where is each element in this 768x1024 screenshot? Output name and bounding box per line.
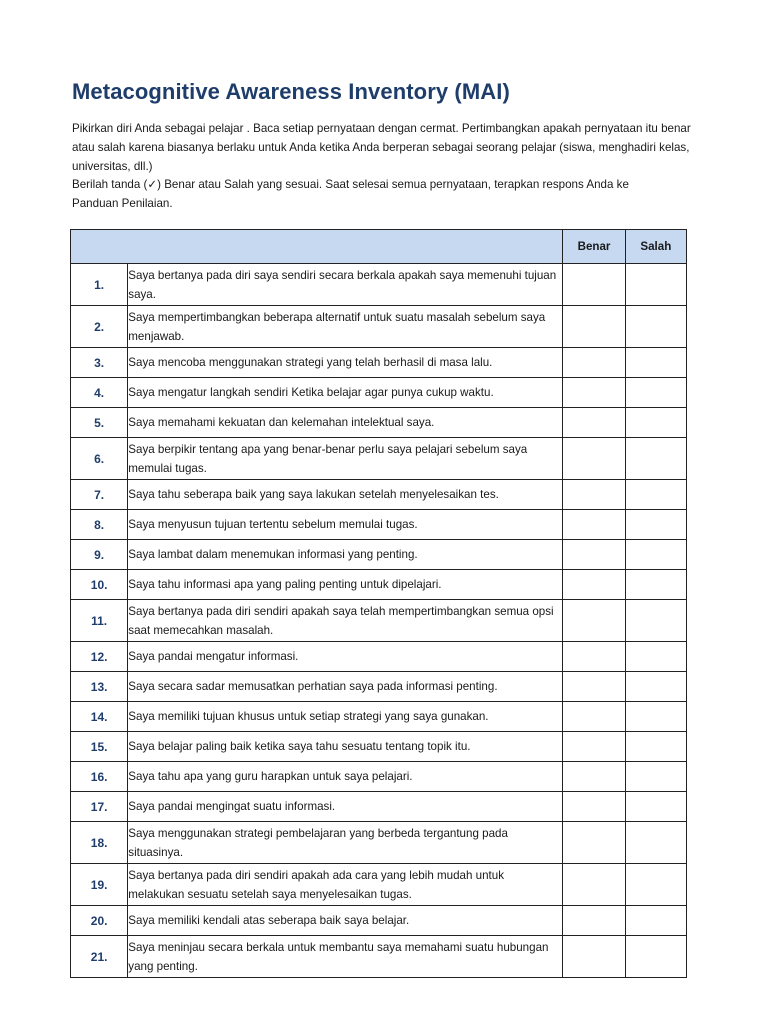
item-statement: Saya bertanya pada diri sendiri apakah saya telah mempertimbangkan semua opsi saat memecahkan masalah. [128, 600, 563, 642]
instruction-paragraph: Berilah tanda (✓) Benar atau Salah yang sesuai. Saat selesai semua pernyataan, terapkan respons Anda ke Panduan Penilaian. [72, 178, 629, 210]
header-salah: Salah [625, 230, 686, 264]
benar-checkbox-cell[interactable] [563, 936, 625, 978]
benar-checkbox-cell[interactable] [563, 570, 625, 600]
item-number: 18. [71, 822, 128, 864]
item-statement: Saya belajar paling baik ketika saya tahu sesuatu tentang topik itu. [128, 732, 563, 762]
item-number: 16. [71, 762, 128, 792]
benar-checkbox-cell[interactable] [563, 510, 625, 540]
item-number: 15. [71, 732, 128, 762]
header-benar: Benar [563, 230, 625, 264]
item-statement: Saya tahu apa yang guru harapkan untuk saya pelajari. [128, 762, 563, 792]
salah-checkbox-cell[interactable] [625, 306, 686, 348]
benar-checkbox-cell[interactable] [563, 438, 625, 480]
table-header-row [71, 230, 687, 264]
benar-checkbox-cell[interactable] [563, 480, 625, 510]
table-row [71, 510, 687, 540]
benar-checkbox-cell[interactable] [563, 642, 625, 672]
item-number: 14. [71, 702, 128, 732]
header-statement-cell [71, 230, 563, 264]
benar-checkbox-cell[interactable] [563, 792, 625, 822]
item-statement: Saya secara sadar memusatkan perhatian saya pada informasi penting. [128, 672, 563, 702]
benar-checkbox-cell[interactable] [563, 348, 625, 378]
item-statement: Saya tahu seberapa baik yang saya lakukan setelah menyelesaikan tes. [128, 480, 563, 510]
item-statement: Saya mengatur langkah sendiri Ketika belajar agar punya cukup waktu. [128, 378, 563, 408]
benar-checkbox-cell[interactable] [563, 906, 625, 936]
item-statement: Saya mempertimbangkan beberapa alternatif untuk suatu masalah sebelum saya menjawab. [128, 306, 563, 348]
table-row [71, 306, 687, 348]
salah-checkbox-cell[interactable] [625, 864, 686, 906]
benar-checkbox-cell[interactable] [563, 864, 625, 906]
benar-checkbox-cell[interactable] [563, 378, 625, 408]
benar-checkbox-cell[interactable] [563, 264, 625, 306]
table-row [71, 642, 687, 672]
item-number: 13. [71, 672, 128, 702]
benar-checkbox-cell[interactable] [563, 306, 625, 348]
salah-checkbox-cell[interactable] [625, 642, 686, 672]
item-number: 6. [71, 438, 128, 480]
item-number: 2. [71, 306, 128, 348]
table-row [71, 936, 687, 978]
item-statement: Saya pandai mengatur informasi. [128, 642, 563, 672]
benar-checkbox-cell[interactable] [563, 732, 625, 762]
salah-checkbox-cell[interactable] [625, 702, 686, 732]
item-number: 20. [71, 906, 128, 936]
item-statement: Saya memiliki tujuan khusus untuk setiap strategi yang saya gunakan. [128, 702, 563, 732]
benar-checkbox-cell[interactable] [563, 540, 625, 570]
item-number: 7. [71, 480, 128, 510]
intro-paragraph: Pikirkan diri Anda sebagai pelajar . Baca setiap pernyataan dengan cermat. Pertimbangkan apakah pernyataan itu benar atau salah karena biasanya berlaku untuk Anda ketika Anda berperan sebagai seorang pelajar (siswa, menghadiri kelas, universitas, dll.) [72, 122, 691, 173]
table-row [71, 480, 687, 510]
table-row [71, 822, 687, 864]
item-statement: Saya memahami kekuatan dan kelemahan intelektual saya. [128, 408, 563, 438]
table-row [71, 672, 687, 702]
item-statement: Saya lambat dalam menemukan informasi yang penting. [128, 540, 563, 570]
table-row [71, 438, 687, 480]
table-row [71, 732, 687, 762]
benar-checkbox-cell[interactable] [563, 408, 625, 438]
item-statement: Saya bertanya pada diri sendiri apakah ada cara yang lebih mudah untuk melakukan sesuatu setelah saya menyelesaikan tugas. [128, 864, 563, 906]
item-number: 3. [71, 348, 128, 378]
salah-checkbox-cell[interactable] [625, 600, 686, 642]
salah-checkbox-cell[interactable] [625, 438, 686, 480]
salah-checkbox-cell[interactable] [625, 732, 686, 762]
item-statement: Saya menyusun tujuan tertentu sebelum memulai tugas. [128, 510, 563, 540]
salah-checkbox-cell[interactable] [625, 570, 686, 600]
item-number: 9. [71, 540, 128, 570]
salah-checkbox-cell[interactable] [625, 378, 686, 408]
item-statement: Saya memiliki kendali atas seberapa baik saya belajar. [128, 906, 563, 936]
table-row [71, 264, 687, 306]
salah-checkbox-cell[interactable] [625, 408, 686, 438]
item-number: 12. [71, 642, 128, 672]
benar-checkbox-cell[interactable] [563, 762, 625, 792]
salah-checkbox-cell[interactable] [625, 540, 686, 570]
item-number: 4. [71, 378, 128, 408]
table-row [71, 570, 687, 600]
salah-checkbox-cell[interactable] [625, 264, 686, 306]
benar-checkbox-cell[interactable] [563, 600, 625, 642]
benar-checkbox-cell[interactable] [563, 672, 625, 702]
item-number: 11. [71, 600, 128, 642]
salah-checkbox-cell[interactable] [625, 762, 686, 792]
salah-checkbox-cell[interactable] [625, 906, 686, 936]
item-statement: Saya menggunakan strategi pembelajaran yang berbeda tergantung pada situasinya. [128, 822, 563, 864]
item-number: 8. [71, 510, 128, 540]
item-number: 17. [71, 792, 128, 822]
item-number: 1. [71, 264, 128, 306]
item-statement: Saya mencoba menggunakan strategi yang telah berhasil di masa lalu. [128, 348, 563, 378]
salah-checkbox-cell[interactable] [625, 792, 686, 822]
table-row [71, 348, 687, 378]
item-statement: Saya meninjau secara berkala untuk membantu saya memahami suatu hubungan yang penting. [128, 936, 563, 978]
salah-checkbox-cell[interactable] [625, 510, 686, 540]
item-statement: Saya tahu informasi apa yang paling penting untuk dipelajari. [128, 570, 563, 600]
item-number: 19. [71, 864, 128, 906]
inventory-table [70, 229, 687, 978]
salah-checkbox-cell[interactable] [625, 348, 686, 378]
table-row [71, 378, 687, 408]
benar-checkbox-cell[interactable] [563, 702, 625, 732]
table-row [71, 864, 687, 906]
table-row [71, 792, 687, 822]
item-number: 10. [71, 570, 128, 600]
page-title: Metacognitive Awareness Inventory (MAI) [72, 78, 510, 104]
benar-checkbox-cell[interactable] [563, 822, 625, 864]
table-row [71, 906, 687, 936]
salah-checkbox-cell[interactable] [625, 480, 686, 510]
item-number: 5. [71, 408, 128, 438]
table-row [71, 600, 687, 642]
salah-checkbox-cell[interactable] [625, 822, 686, 864]
table-row [71, 408, 687, 438]
item-statement: Saya bertanya pada diri saya sendiri secara berkala apakah saya memenuhi tujuan saya. [128, 264, 563, 306]
item-statement: Saya berpikir tentang apa yang benar-benar perlu saya pelajari sebelum saya memulai tugas. [128, 438, 563, 480]
table-row [71, 540, 687, 570]
salah-checkbox-cell[interactable] [625, 936, 686, 978]
table-row [71, 762, 687, 792]
salah-checkbox-cell[interactable] [625, 672, 686, 702]
item-statement: Saya pandai mengingat suatu informasi. [128, 792, 563, 822]
item-number: 21. [71, 936, 128, 978]
table-row [71, 702, 687, 732]
